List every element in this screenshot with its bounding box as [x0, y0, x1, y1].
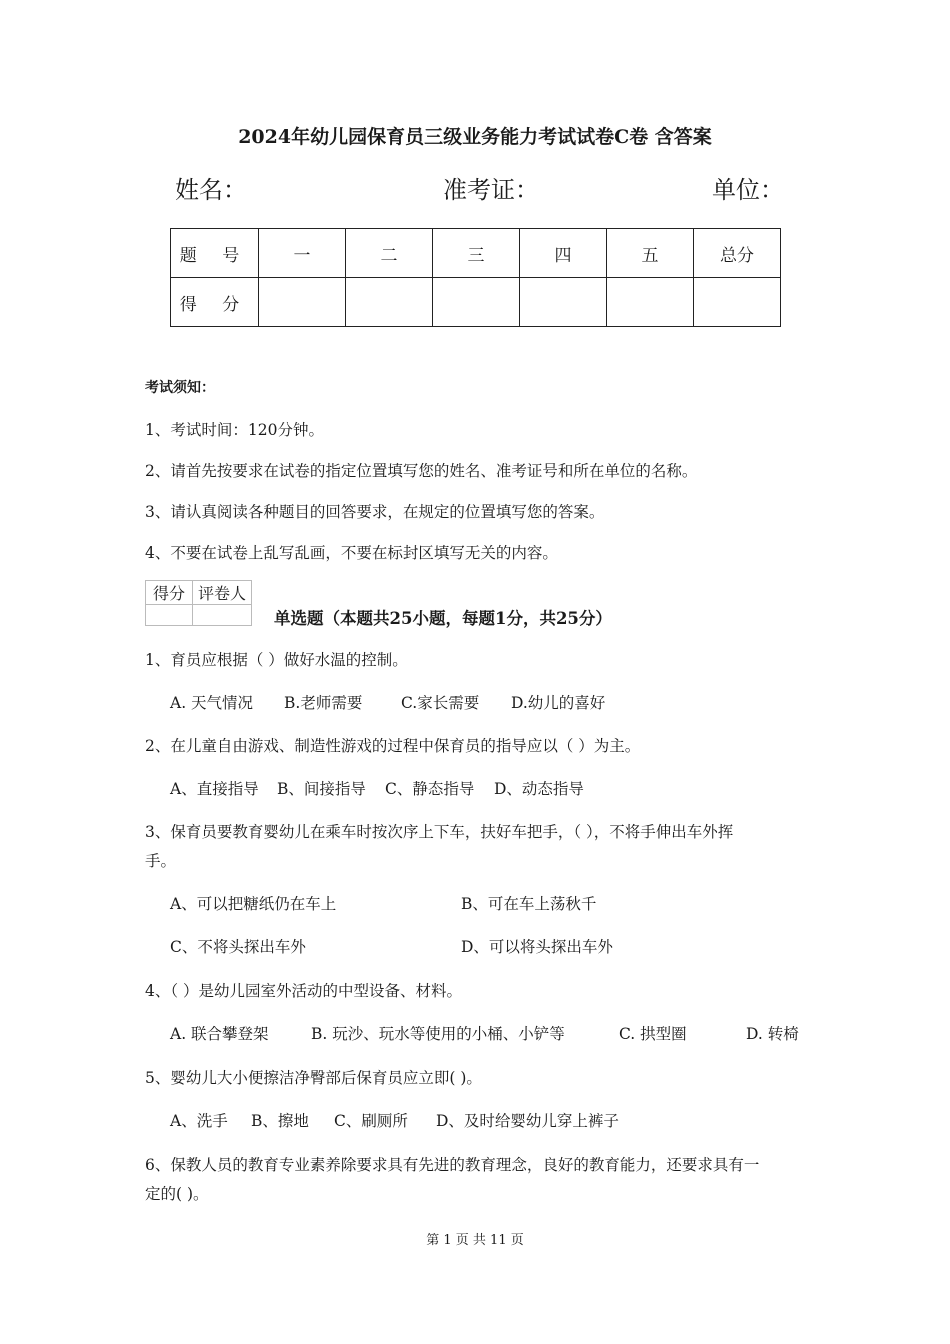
question-option: C、不将头探出车外	[170, 938, 306, 956]
question-stem: 3、保育员要教育婴幼儿在乘车时按次序上下车，扶好车把手，（ ），不将手伸出车外挥	[145, 823, 734, 841]
question-option: A. 天气情况	[170, 694, 254, 712]
name-label: 姓名：	[175, 176, 247, 204]
question-stem: 1、育员应根据（ ）做好水温的控制。	[145, 651, 408, 669]
question-stem: 4、（ ）是幼儿园室外活动的中型设备、材料。	[145, 982, 463, 1000]
score-table	[170, 228, 781, 327]
score-table-score-row	[171, 278, 781, 327]
question-option: C. 拱型圈	[619, 1025, 687, 1043]
question-option: B. 玩沙、玩水等使用的小桶、小铲等	[311, 1025, 565, 1043]
notice-item: 3、请认真阅读各种题目的回答要求，在规定的位置填写您的答案。	[145, 503, 605, 521]
exam-id-label: 准考证：	[443, 176, 539, 204]
question-stem: 2、在儿童自由游戏、制造性游戏的过程中保育员的指导应以（ ）为主。	[145, 737, 641, 755]
question-option: A、直接指导	[170, 780, 259, 798]
grader-reviewer-label: 评卷人	[193, 581, 252, 605]
notice-item: 4、不要在试卷上乱写乱画，不要在标封区填写无关的内容。	[145, 544, 558, 562]
score-header-cell: 二	[346, 229, 433, 278]
question-option: B、间接指导	[277, 780, 366, 798]
score-header-cell: 三	[433, 229, 520, 278]
question-option: D、及时给婴幼儿穿上裤子	[436, 1112, 619, 1130]
score-cell[interactable]	[346, 278, 433, 327]
question-option: C、刷厕所	[334, 1112, 408, 1130]
score-cell[interactable]	[607, 278, 694, 327]
question-stem-continued: 手。	[145, 852, 177, 870]
score-cell[interactable]	[694, 278, 781, 327]
question-option: A. 联合攀登架	[170, 1025, 269, 1043]
question-option: A、可以把糖纸仍在车上	[170, 895, 337, 913]
question-option: D、动态指导	[494, 780, 584, 798]
score-header-cell: 五	[607, 229, 694, 278]
question-option: D、可以将头探出车外	[461, 938, 613, 956]
question-option: C.家长需要	[401, 694, 480, 712]
notice-heading: 考试须知：	[145, 380, 215, 396]
page-title: 2024年幼儿园保育员三级业务能力考试试卷C卷 含答案	[238, 126, 712, 148]
question-option: A、洗手	[170, 1112, 228, 1130]
question-option: B.老师需要	[284, 694, 363, 712]
score-row-label: 得 分	[171, 278, 259, 327]
unit-label: 单位：	[712, 176, 784, 204]
question-option: B、擦地	[251, 1112, 309, 1130]
section-title: 单选题（本题共25小题，每题1分，共25分）	[274, 609, 612, 628]
score-header-cell: 总分	[694, 229, 781, 278]
question-stem: 6、保教人员的教育专业素养除要求具有先进的教育理念，良好的教育能力，还要求具有一	[145, 1156, 760, 1174]
question-option: B、可在车上荡秋千	[461, 895, 597, 913]
grader-score-cell[interactable]	[146, 605, 193, 626]
notice-item: 2、请首先按要求在试卷的指定位置填写您的姓名、准考证号和所在单位的名称。	[145, 462, 698, 480]
question-stem-continued: 定的( )。	[145, 1185, 209, 1203]
score-cell[interactable]	[433, 278, 520, 327]
grader-box	[145, 580, 252, 626]
score-cell[interactable]	[259, 278, 346, 327]
score-header-cell: 四	[520, 229, 607, 278]
question-option: C、静态指导	[385, 780, 475, 798]
score-header-cell: 题 号	[171, 229, 259, 278]
score-header-cell: 一	[259, 229, 346, 278]
question-option: D.幼儿的喜好	[511, 694, 606, 712]
notice-item: 1、考试时间：120分钟。	[145, 421, 324, 439]
grader-reviewer-cell[interactable]	[193, 605, 252, 626]
question-stem: 5、婴幼儿大小便擦洁净臀部后保育员应立即( )。	[145, 1069, 482, 1087]
score-table-header-row	[171, 229, 781, 278]
grader-score-label: 得分	[146, 581, 193, 605]
question-option: D. 转椅	[746, 1025, 799, 1043]
page-footer: 第 1 页 共 11 页	[426, 1233, 524, 1248]
score-cell[interactable]	[520, 278, 607, 327]
